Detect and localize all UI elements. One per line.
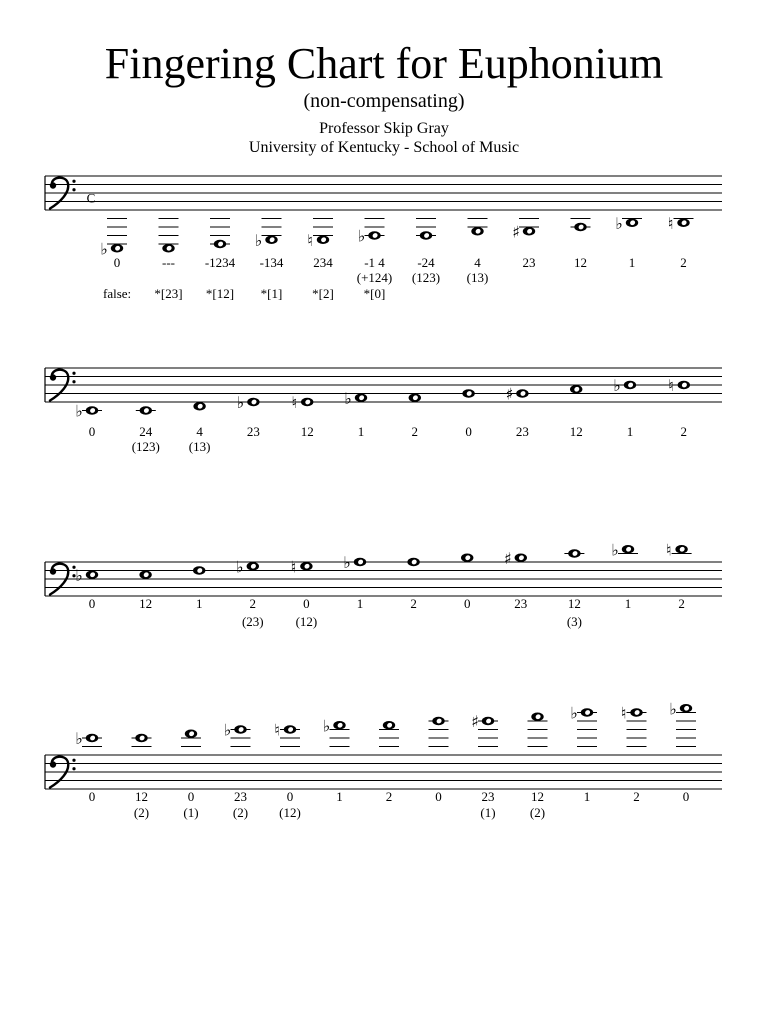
fingering-label: 2 xyxy=(680,424,688,439)
bass-clef-dot xyxy=(72,180,75,183)
fingering-label: 0 xyxy=(435,789,442,804)
alt-fingering-label: (2) xyxy=(232,805,249,820)
natural-icon: ♮ xyxy=(274,720,280,740)
alt-fingering-label: (1) xyxy=(480,805,496,820)
alt-fingering-label: (1) xyxy=(183,805,199,820)
flat-icon: ♭ xyxy=(357,226,366,246)
fingering-label: 12 xyxy=(300,424,314,439)
alt-fingering-label: (13) xyxy=(188,439,211,454)
bass-clef-dot xyxy=(72,767,75,770)
fingering-label: 12 xyxy=(567,596,581,611)
fingering-label: 2 xyxy=(385,789,393,804)
fingering-label: 12 xyxy=(574,255,587,270)
flat-icon: ♭ xyxy=(75,565,83,585)
fingering-label: 1 xyxy=(195,596,203,611)
flat-icon: ♭ xyxy=(223,720,232,740)
fingering-label: 0 xyxy=(88,424,96,439)
natural-icon: ♮ xyxy=(667,213,674,233)
false-fingering-label: false: xyxy=(103,286,132,301)
false-fingering: *[0] xyxy=(363,286,386,301)
fingering-label: 12 xyxy=(135,789,148,804)
alt-fingering-label: (123) xyxy=(411,270,441,285)
fingering-label: 12 xyxy=(139,596,153,611)
alt-fingering-label: (123) xyxy=(131,439,160,454)
fingering-label: 0 xyxy=(682,789,690,804)
fingering-label: 0 xyxy=(88,789,96,804)
flat-icon: ♭ xyxy=(236,557,244,577)
fingering-label: 12 xyxy=(569,424,583,439)
fingering-label: 1 xyxy=(628,255,636,270)
flat-icon: ♭ xyxy=(669,699,677,719)
page-subtitle: (non-compensating) xyxy=(303,90,465,112)
flat-icon: ♭ xyxy=(254,230,263,250)
fingering-label: 2 xyxy=(633,789,640,804)
fingering-label: 1 xyxy=(356,596,364,611)
fingering-label: 2 xyxy=(249,596,257,611)
fingering-label: 2 xyxy=(411,424,419,439)
flat-icon: ♭ xyxy=(613,376,621,395)
flat-icon: ♭ xyxy=(343,553,351,572)
false-fingering: *[2] xyxy=(312,286,334,301)
fingering-label: 0 xyxy=(88,596,96,611)
alt-fingering-label: (23) xyxy=(241,614,264,629)
flat-icon: ♭ xyxy=(236,393,245,412)
sharp-icon: ♯ xyxy=(512,222,520,242)
fingering-label: 4 xyxy=(196,424,203,439)
natural-icon: ♮ xyxy=(290,557,297,577)
false-fingering: *[12] xyxy=(205,286,235,301)
page-title: Fingering Chart for Euphonium xyxy=(104,39,664,88)
flat-icon: ♭ xyxy=(611,540,619,560)
fingering-label: 1 xyxy=(626,424,634,439)
fingering-label: -1 4 xyxy=(364,255,385,270)
fingering-label: 0 xyxy=(463,596,471,611)
fingering-label: 0 xyxy=(465,424,472,439)
flat-icon: ♭ xyxy=(344,388,352,408)
fingering-label: 1 xyxy=(336,789,343,804)
time-signature: C xyxy=(86,190,96,206)
flat-icon: ♭ xyxy=(570,703,578,723)
fingering-label: 1 xyxy=(357,424,365,439)
author-name: Professor Skip Gray xyxy=(319,120,449,137)
alt-fingering-label: (12) xyxy=(279,805,301,820)
alt-fingering-label: (3) xyxy=(566,614,582,629)
author-affiliation: University of Kentucky - School of Music xyxy=(248,139,520,156)
bass-clef-dot xyxy=(50,374,56,380)
flat-icon: ♭ xyxy=(75,401,83,421)
fingering-label: -24 xyxy=(417,255,435,270)
bass-clef-dot xyxy=(72,759,75,762)
alt-fingering-label: (+124) xyxy=(356,270,393,285)
fingering-label: 2 xyxy=(410,596,417,611)
fingering-label: 23 xyxy=(514,596,528,611)
fingering-label: 4 xyxy=(474,255,481,270)
fingering-label: 23 xyxy=(234,789,247,804)
fingering-label: 2 xyxy=(680,255,687,270)
fingering-label: 2 xyxy=(678,596,685,611)
fingering-label: 1 xyxy=(624,596,632,611)
bass-clef-dot xyxy=(72,372,75,375)
fingering-label: 23 xyxy=(481,789,495,804)
sharp-icon: ♯ xyxy=(471,712,479,731)
fingering-label: 234 xyxy=(313,255,333,270)
alt-fingering-label: (2) xyxy=(529,805,546,820)
fingering-label: --- xyxy=(162,255,175,270)
sharp-icon: ♯ xyxy=(505,384,514,404)
bass-clef-dot xyxy=(72,188,75,191)
fingering-label: 1 xyxy=(583,789,591,804)
fingering-label: 23 xyxy=(522,255,536,270)
alt-fingering-label: (2) xyxy=(133,805,150,820)
fingering-label: 23 xyxy=(515,424,529,439)
alt-fingering-label: (13) xyxy=(466,270,489,285)
flat-icon: ♭ xyxy=(100,239,108,259)
alt-fingering-label: (12) xyxy=(295,614,318,629)
flat-icon: ♭ xyxy=(322,716,331,736)
natural-icon: ♮ xyxy=(620,703,627,723)
fingering-label: 0 xyxy=(286,789,294,804)
fingering-label: 23 xyxy=(246,424,260,439)
fingering-label: 24 xyxy=(139,424,153,439)
natural-icon: ♮ xyxy=(307,230,313,250)
sharp-icon: ♯ xyxy=(503,548,512,568)
bass-clef-dot xyxy=(50,761,56,767)
bass-clef-dot xyxy=(50,182,56,188)
false-fingering: *[1] xyxy=(260,286,283,301)
fingering-label: 0 xyxy=(303,596,310,611)
flat-icon: ♭ xyxy=(615,213,623,233)
natural-icon: ♮ xyxy=(667,376,674,395)
fingering-label: -134 xyxy=(259,255,284,270)
natural-icon: ♮ xyxy=(291,393,298,412)
fingering-label: 12 xyxy=(531,789,544,804)
bass-clef-dot xyxy=(50,568,56,574)
natural-icon: ♮ xyxy=(665,540,672,560)
flat-icon: ♭ xyxy=(75,729,83,748)
false-fingering: *[23] xyxy=(154,286,183,301)
bass-clef-dot xyxy=(72,380,75,383)
fingering-label: 0 xyxy=(113,255,121,270)
fingering-label: 0 xyxy=(187,789,195,804)
fingering-label: -1234 xyxy=(204,255,236,270)
